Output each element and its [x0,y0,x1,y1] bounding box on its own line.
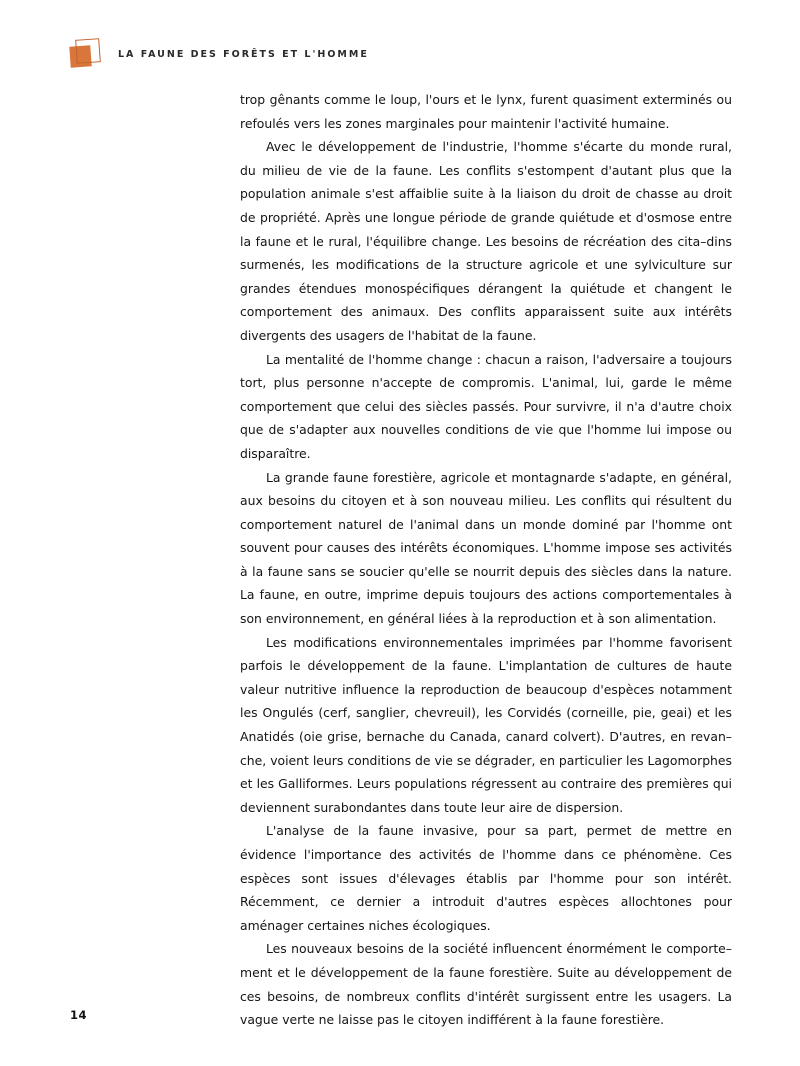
paragraph: La grande faune forestière, agricole et montagnarde s'adapte, en général, aux besoins du citoyen et à son nouveau milieu. Les conflits qui résultent du comportement naturel de l'animal dans un monde dominé par l'homme ont souvent pour causes des intérêts économiques. L'homme impose ses activités à la faune sans se soucier qu'elle se nourrit depuis des siècles dans la nature. La faune, en outre, imprime depuis toujours des actions comportementales à son environnement, en général liées à la reproduction et à son alimentation. [240,469,732,627]
logo-square-outline [75,38,101,64]
running-head-title: LA FAUNE DES FORÊTS ET L'HOMME [118,48,369,60]
page-header [70,36,369,72]
paragraph: Les nouveaux besoins de la société influencent énormément le comporte–ment et le développement de la faune forestière. Suite au développement de ces besoins, de nombreux conflits d'intérêt surgissent entre les usagers. La vague verte ne laisse pas le citoyen indifférent à la faune forestière. [240,941,732,1028]
paragraph: Avec le développement de l'industrie, l'homme s'écarte du monde rural, du milieu de vie de la faune. Les conflits s'estompent d'autant plus que la population animale s'est affaiblie suite à la liaison du droit de chasse au droit de propriété. Après une longue période de grande quiétude et d'osmose entre la faune et le rural, l'équilibre change. Les besoins de récréation des cita–dins surmenés, les modifications de la structure agricole et une sylviculture sur grandes étendues monospécifiques dérangent la quiétude et changent le comportement des animaux. Des conflits apparaissent suite aux intérêts divergents des usagers de l'habitat de la faune. [240,139,732,343]
page-number: 14 [70,1008,88,1022]
double-square-logo-icon [70,39,104,69]
paragraph: L'analyse de la faune invasive, pour sa part, permet de mettre en évidence l'importance des activités de l'homme dans ce phénomène. Ces espèces sont issues d'élevages établis par l'homme pour son intérêt. Récemment, ce dernier a introduit d'autres espèces allochtones pour aménager certaines niches écologiques. [240,823,732,933]
paragraph: Les modifications environnementales imprimées par l'homme favorisent parfois le développement de la faune. L'implantation de cultures de haute valeur nutritive influence la reproduction de beaucoup d'espèces notamment les Ongulés (cerf, sanglier, chevreuil), les Corvidés (corneille, pie, geai) et les Anatidés (oie grise, bernache du Canada, canard colvert). D'autres, en revan–che, voient leurs conditions de vie se dégrader, en particulier les Lagomorphes et les Galliformes. Leurs populations régressent au contraire des premières qui deviennent surabondantes dans toute leur aire de dispersion. [240,634,732,815]
paragraph: trop gênants comme le loup, l'ours et le lynx, furent quasiment exterminés ou refoulés vers les zones marginales pour maintenir l'activité humaine. [240,92,732,131]
body-text-column [240,88,732,1032]
paragraph: La mentalité de l'homme change : chacun a raison, l'adversaire a toujours tort, plus personne n'accepte de compromis. L'animal, lui, garde le même comportement que celui des siècles passés. Pour survivre, il n'a d'autre choix que de s'adapter aux nouvelles conditions de vie que l'homme lui impose ou disparaître. [240,351,732,461]
